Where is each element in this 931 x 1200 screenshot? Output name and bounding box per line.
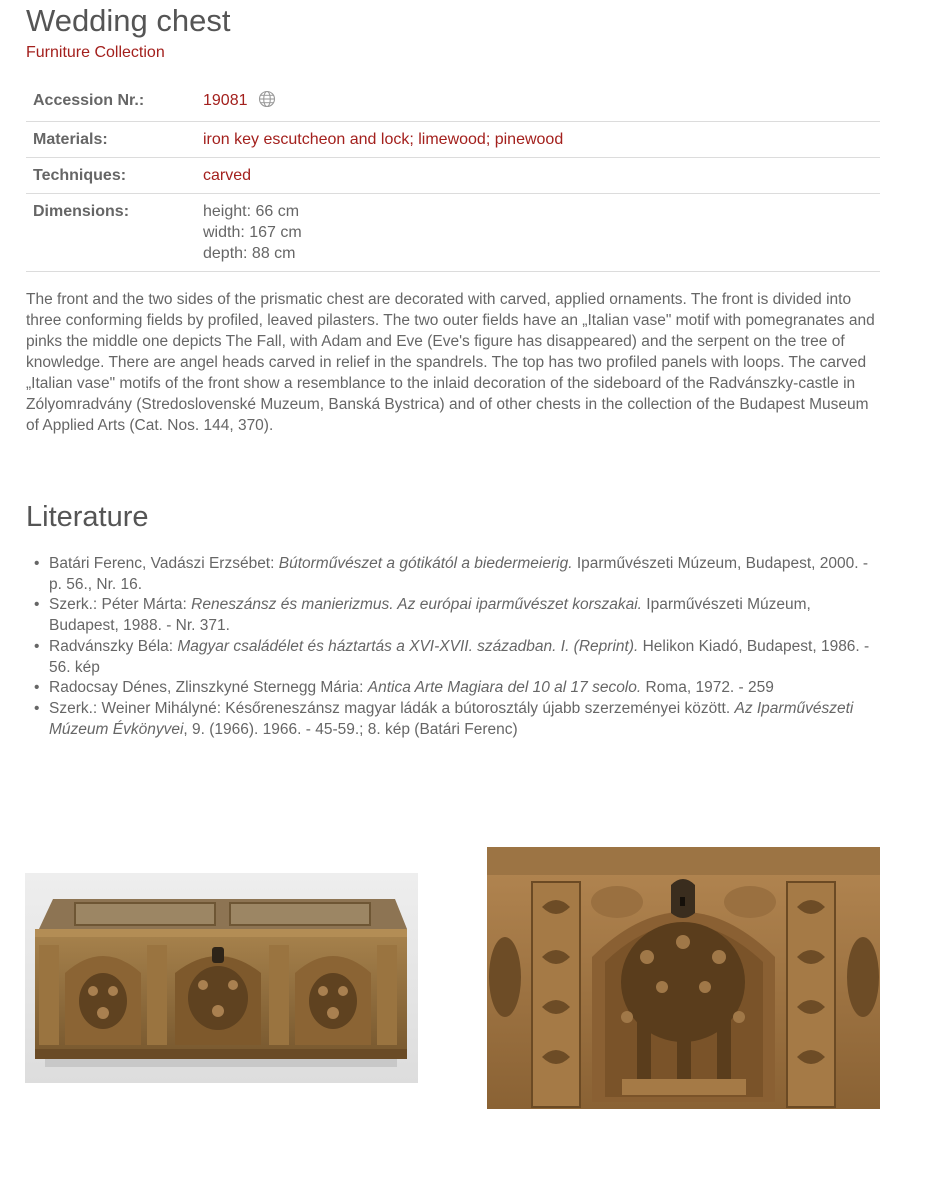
metadata-table xyxy=(26,83,880,272)
globe-icon[interactable] xyxy=(258,90,276,114)
bullet-icon: • xyxy=(34,679,40,697)
dimensions-value xyxy=(203,194,880,272)
literature-list xyxy=(26,554,876,740)
collection-link[interactable]: Furniture Collection xyxy=(26,44,165,61)
techniques-value[interactable]: carved xyxy=(203,158,880,194)
literature-item: • Szerk.: Péter Márta: Reneszánsz és manierizmus. Az európai iparművészet korszakai. Iparművészeti Múzeum, Budapest, 1988. - Nr. 371. xyxy=(34,596,811,635)
techniques-row xyxy=(26,158,880,194)
techniques-label: Techniques: xyxy=(26,158,203,194)
materials-label: Materials: xyxy=(26,122,203,158)
accession-label: Accession Nr.: xyxy=(26,83,203,122)
accession-value[interactable]: 19081 xyxy=(203,92,248,109)
bullet-icon: • xyxy=(34,637,40,655)
object-description: The front and the two sides of the prismatic chest are decorated with carved, applied ornaments. The front is divided into three conforming fields by profiled, leaved pilasters. The two outer fields have an „Italian vase" motif with pomegranates and pinks the middle one depicts The Fall, with Adam and Eve (Eve's figure has disappeared) and the serpent on the tree of knowledge. There are angel heads carved in relief in the spandrels. The top has two profiled panels with loops. The carved „Italian vase" motifs of the front show a resemblance to the inlaid decoration of the sideboard of the Radvánszky-castle in Zólyomradvány (Stredoslovenské Muzeum, Banská Bystrica) and of other chests in the collection of the Budapest Museum of Applied Arts (Cat. Nos. 144, 370). xyxy=(26,291,875,434)
chest-photo-full[interactable] xyxy=(25,873,418,1083)
dimensions-row xyxy=(26,194,880,272)
accession-row xyxy=(26,83,880,122)
materials-value[interactable]: iron key escutcheon and lock; limewood; pinewood xyxy=(203,122,880,158)
accession-cell xyxy=(203,83,880,122)
bullet-icon: • xyxy=(34,555,40,572)
page-title: Wedding chest xyxy=(26,3,231,38)
materials-row xyxy=(26,122,880,158)
dimension-depth: depth: 88 cm xyxy=(203,245,296,262)
dimension-height: height: 66 cm xyxy=(203,203,300,220)
literature-item: • Radocsay Dénes, Zlinszkyné Sternegg Mária: Antica Arte Magiara del 10 al 17 secolo. Roma, 1972. - 259 xyxy=(26,678,876,699)
bullet-icon: • xyxy=(34,596,40,614)
literature-heading: Literature xyxy=(26,501,149,533)
literature-item: • Batári Ferenc, Vadászi Erzsébet: Bútorművészet a gótikától a biedermeierig. Iparművészeti Múzeum, Budapest, 2000. - p. 56., Nr. 16. xyxy=(34,555,869,593)
literature-item: • Szerk.: Weiner Mihályné: Későreneszánsz magyar ládák a bútorosztály újabb szerzeményei között. Az Iparművészeti Múzeum Évkönyvei, 9. (1966). 1966. - 45-59.; 8. kép (Batári Ferenc) xyxy=(34,699,854,738)
chest-photo-detail[interactable] xyxy=(487,847,880,1109)
literature-item: • Radvánszky Béla: Magyar családélet és háztartás a XVI-XVII. században. I. (Reprint). Helikon Kiadó, Budapest, 1986. - 56. kép xyxy=(34,637,870,676)
dimension-width: width: 167 cm xyxy=(203,224,302,241)
dimensions-label: Dimensions: xyxy=(26,194,203,272)
bullet-icon: • xyxy=(34,699,40,717)
